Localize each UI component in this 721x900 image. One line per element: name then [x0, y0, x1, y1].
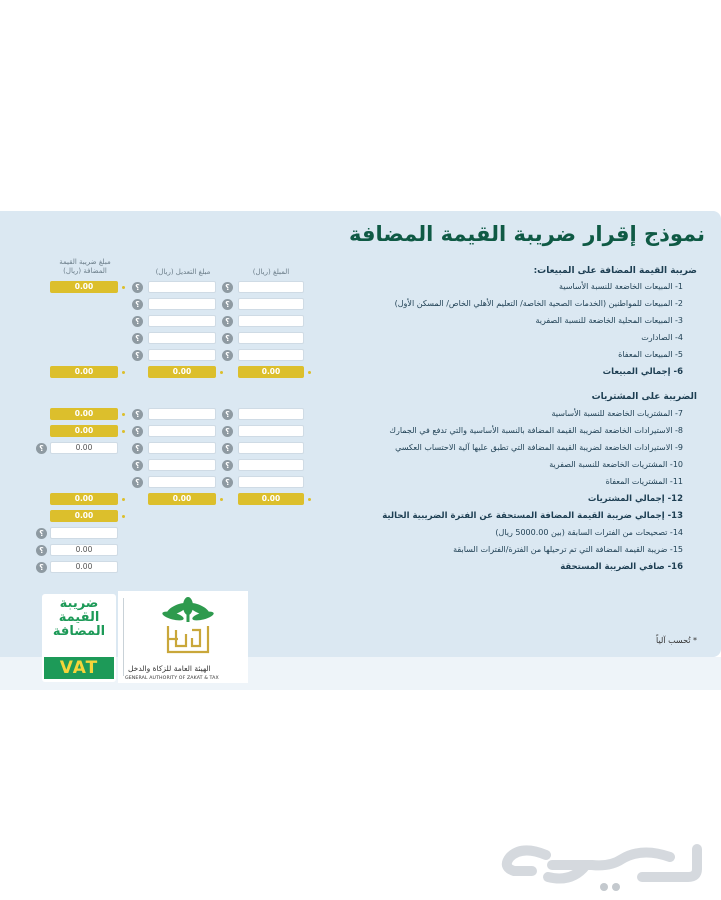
amount-input-11[interactable] [238, 476, 304, 488]
row-label-12: 12- إجمالي المشتريات [587, 494, 683, 504]
adjustment-input-1[interactable] [148, 281, 216, 293]
help-icon[interactable]: ؟ [222, 477, 233, 488]
amount-input-3[interactable] [238, 315, 304, 327]
authority-name-english: GENERAL AUTHORITY OF ZAKAT & TAX [125, 676, 219, 681]
help-icon[interactable]: ؟ [132, 460, 143, 471]
row-label-2: 2- المبيعات للمواطنين (الخدمات الصحية الخاصة/ التعليم الأهلي الخاص/ المسكن الأول) [394, 299, 683, 308]
palm-tree-icon [158, 596, 218, 660]
row-label-5: 5- المبيعات المعفاة [618, 350, 683, 359]
help-icon[interactable]: ؟ [222, 409, 233, 420]
haraj-watermark-icon [492, 835, 718, 895]
col-header-vat: مبلغ ضريبة القيمة المضافة (ريال) [59, 258, 111, 275]
amount-input-2[interactable] [238, 298, 304, 310]
total-purchases-amount: 0.00 [238, 493, 304, 505]
vat-value-8: 0.00 [50, 425, 118, 437]
amount-input-9[interactable] [238, 442, 304, 454]
total-purchases-vat: 0.00 [50, 493, 118, 505]
help-icon[interactable]: ؟ [132, 316, 143, 327]
amount-input-8[interactable] [238, 425, 304, 437]
help-icon[interactable]: ؟ [222, 460, 233, 471]
help-icon[interactable]: ؟ [222, 350, 233, 361]
help-icon[interactable]: ؟ [132, 426, 143, 437]
amount-input-1[interactable] [238, 281, 304, 293]
row-label-16: 16- صافي الضريبة المستحقة [560, 562, 683, 572]
row-label-8: 8- الاستيرادات الخاضعة لضريبة القيمة المضافة بالنسبة الأساسية والتي تدفع في الجمارك [389, 426, 683, 435]
net-vat-due-field: 0.00 [50, 561, 118, 573]
computed-marker [122, 430, 125, 433]
help-icon[interactable]: ؟ [36, 545, 47, 556]
help-icon[interactable]: ؟ [222, 333, 233, 344]
adjustment-input-4[interactable] [148, 332, 216, 344]
logo-divider [123, 598, 124, 676]
carried-forward-input[interactable]: 0.00 [50, 544, 118, 556]
help-icon[interactable]: ؟ [222, 426, 233, 437]
help-icon[interactable]: ؟ [222, 282, 233, 293]
total-purchases-adjustment: 0.00 [148, 493, 216, 505]
help-icon[interactable]: ؟ [132, 350, 143, 361]
adjustment-input-8[interactable] [148, 425, 216, 437]
total-sales-amount: 0.00 [238, 366, 304, 378]
row-label-3: 3- المبيعات المحلية الخاضعة للنسبة الصفرية [535, 316, 683, 325]
vat-value-1: 0.00 [50, 281, 118, 293]
row-label-11: 11- المشتريات المعفاة [605, 477, 683, 486]
row-label-7: 7- المشتريات الخاضعة للنسبة الأساسية [551, 409, 683, 418]
vat-logo-english: VAT [44, 657, 114, 679]
computed-marker [220, 498, 223, 501]
amount-input-4[interactable] [238, 332, 304, 344]
adjustment-input-7[interactable] [148, 408, 216, 420]
row-label-14: 14- تصحيحات من الفترات السابقة (بين 5000.00 ريال) [495, 528, 683, 537]
help-icon[interactable]: ؟ [132, 443, 143, 454]
computed-marker [122, 371, 125, 374]
computed-marker [122, 413, 125, 416]
vat-due-current-period: 0.00 [50, 510, 118, 522]
amount-input-10[interactable] [238, 459, 304, 471]
total-sales-adjustment: 0.00 [148, 366, 216, 378]
help-icon[interactable]: ؟ [222, 316, 233, 327]
row-label-13: 13- إجمالي ضريبة القيمة المضافة المستحقة عن الفترة الضريبية الحالية [382, 511, 683, 521]
zakat-calligraphy [168, 626, 208, 652]
computed-marker [122, 515, 125, 518]
vat-value-7: 0.00 [50, 408, 118, 420]
sales-section-header: ضريبة القيمة المضافة على المبيعات: [533, 266, 697, 276]
help-icon[interactable]: ؟ [222, 299, 233, 310]
adjustment-input-2[interactable] [148, 298, 216, 310]
purchases-section-header: الضريبة على المشتريات [591, 392, 697, 402]
computed-marker [122, 498, 125, 501]
help-icon[interactable]: ؟ [132, 477, 143, 488]
auto-calculated-note: * تُحسب آلياً [656, 636, 697, 645]
row-label-15: 15- ضريبة القيمة المضافة التي تم ترحيلها من الفترة/الفترات السابقة [453, 545, 683, 554]
help-icon[interactable]: ؟ [36, 528, 47, 539]
total-sales-vat: 0.00 [50, 366, 118, 378]
col-header-amount: المبلغ (ريال) [252, 268, 290, 276]
adjustment-input-10[interactable] [148, 459, 216, 471]
row-label-10: 10- المشتريات الخاضعة للنسبة الصفرية [549, 460, 683, 469]
computed-marker [122, 286, 125, 289]
adjustment-input-5[interactable] [148, 349, 216, 361]
adjustment-input-11[interactable] [148, 476, 216, 488]
amount-input-7[interactable] [238, 408, 304, 420]
help-icon[interactable]: ؟ [36, 443, 47, 454]
col-header-adjustment: مبلغ التعديل (ريال) [155, 268, 211, 276]
authority-name-arabic: الهيئة العامة للزكاة والدخل [128, 664, 211, 673]
row-label-4: 4- الصادارت [641, 333, 683, 342]
computed-marker [308, 498, 311, 501]
adjustment-input-3[interactable] [148, 315, 216, 327]
row-label-6: 6- إجمالي المبيعات [602, 367, 683, 377]
help-icon[interactable]: ؟ [132, 333, 143, 344]
page-title: نموذج إقرار ضريبة القيمة المضافة [349, 222, 705, 246]
computed-marker [308, 371, 311, 374]
row-label-9: 9- الاستيرادات الخاضعة لضريبة القيمة المضافة التي تطبق عليها آلية الاحتساب العكسي [395, 443, 683, 452]
help-icon[interactable]: ؟ [132, 282, 143, 293]
computed-marker [220, 371, 223, 374]
help-icon[interactable]: ؟ [222, 443, 233, 454]
adjustment-input-9[interactable] [148, 442, 216, 454]
help-icon[interactable]: ؟ [36, 562, 47, 573]
help-icon[interactable]: ؟ [132, 299, 143, 310]
help-icon[interactable]: ؟ [132, 409, 143, 420]
corrections-input[interactable] [50, 527, 118, 539]
row-label-1: 1- المبيعات الخاضعة للنسبة الأساسية [559, 282, 683, 291]
vat-input-9[interactable]: 0.00 [50, 442, 118, 454]
vat-logo-arabic: ضريبة القيمة المضافة [52, 596, 106, 639]
amount-input-5[interactable] [238, 349, 304, 361]
